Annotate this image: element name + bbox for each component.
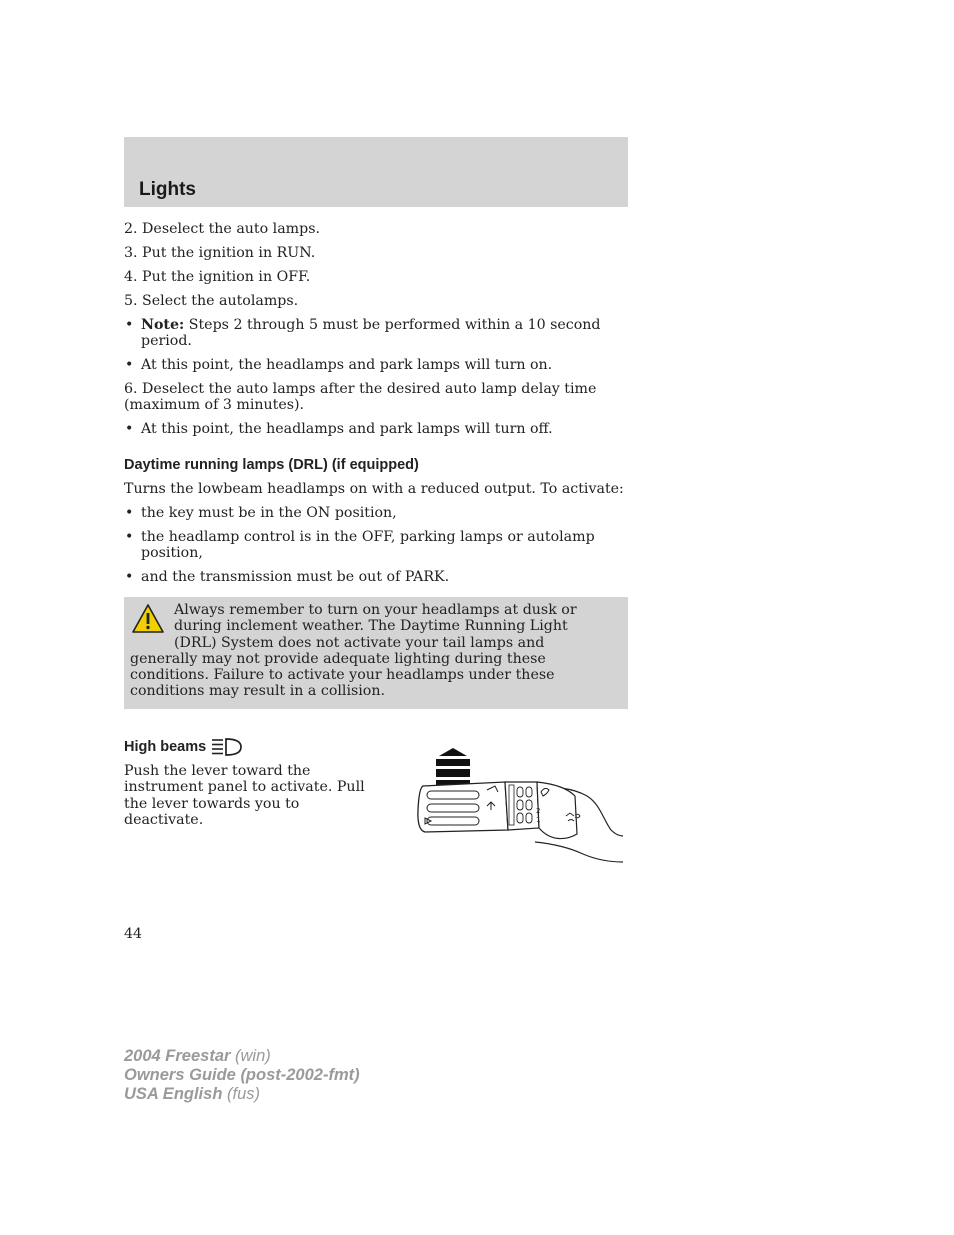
- lever-position-1: 1: [536, 816, 541, 824]
- drl-bullet-key: • the key must be in the ON position,: [124, 505, 628, 521]
- push-arrow-tip: [439, 748, 467, 756]
- turn-signal-lever-illustration: [405, 744, 627, 868]
- drl-bullet-headlamp: • the headlamp control is in the OFF, parking lamps or autolamp position,: [124, 529, 628, 561]
- note-bullet: [124, 317, 628, 349]
- drl-bullet-transmission: • and the transmission must be out of PARK.: [124, 569, 628, 585]
- section-header: [124, 137, 628, 207]
- high-beams-title: High beams: [124, 738, 207, 755]
- push-arrow-bar-1: [436, 759, 470, 766]
- section-title: Lights: [139, 179, 196, 200]
- push-arrow-bar-2: [436, 769, 470, 777]
- lamps-on-bullet: • At this point, the headlamps and park lamps will turn on.: [124, 357, 628, 373]
- warning-triangle-icon: [130, 602, 166, 636]
- drl-heading: Daytime running lamps (DRL) (if equipped): [124, 457, 419, 473]
- footer-guide: Owners Guide (post-2002-fmt): [124, 1066, 360, 1084]
- step-5: 5. Select the autolamps.: [124, 293, 299, 309]
- footer-language: USA English: [124, 1085, 223, 1103]
- footer-model-code: (win): [230, 1047, 271, 1065]
- page-number: 44: [124, 926, 143, 942]
- note-text: Steps 2 through 5 must be performed within a 10 second period.: [141, 317, 601, 349]
- lamps-off-bullet: • At this point, the headlamps and park lamps will turn off.: [124, 421, 628, 437]
- note-label: Note:: [141, 317, 185, 333]
- footer-model: 2004 Freestar: [124, 1047, 231, 1065]
- step-3: 3. Put the ignition in RUN.: [124, 245, 316, 261]
- step-6: 6. Deselect the auto lamps after the desired auto lamp delay time (maximum of 3 minutes).: [124, 381, 597, 413]
- step-4: 4. Put the ignition in OFF.: [124, 269, 311, 285]
- high-beam-icon: [210, 737, 244, 757]
- warning-text: Always remember to turn on your headlamps at dusk or during inclement weather. The Daytime Running Light (DRL) System does not activate your tail lamps and generally may not provide adequate lighting during these conditions. Failure to activate your headlamps under these conditions may result in a collision.: [130, 602, 577, 700]
- footer-line-1: [124, 1047, 360, 1066]
- high-beams-text: Push the lever toward the instrument panel to activate. Pull the lever towards you to deactivate.: [124, 762, 365, 829]
- page-content: [124, 221, 628, 829]
- footer-line-3: [124, 1085, 360, 1104]
- footer-language-code: (fus): [222, 1085, 260, 1103]
- lever-position-2: 2: [536, 807, 541, 815]
- step-2: 2. Deselect the auto lamps.: [124, 221, 320, 237]
- drl-intro: Turns the lowbeam headlamps on with a reduced output. To activate:: [124, 481, 624, 497]
- footer-line-2: [124, 1066, 360, 1085]
- document-footer: [124, 1047, 360, 1104]
- warning-box: [124, 597, 628, 709]
